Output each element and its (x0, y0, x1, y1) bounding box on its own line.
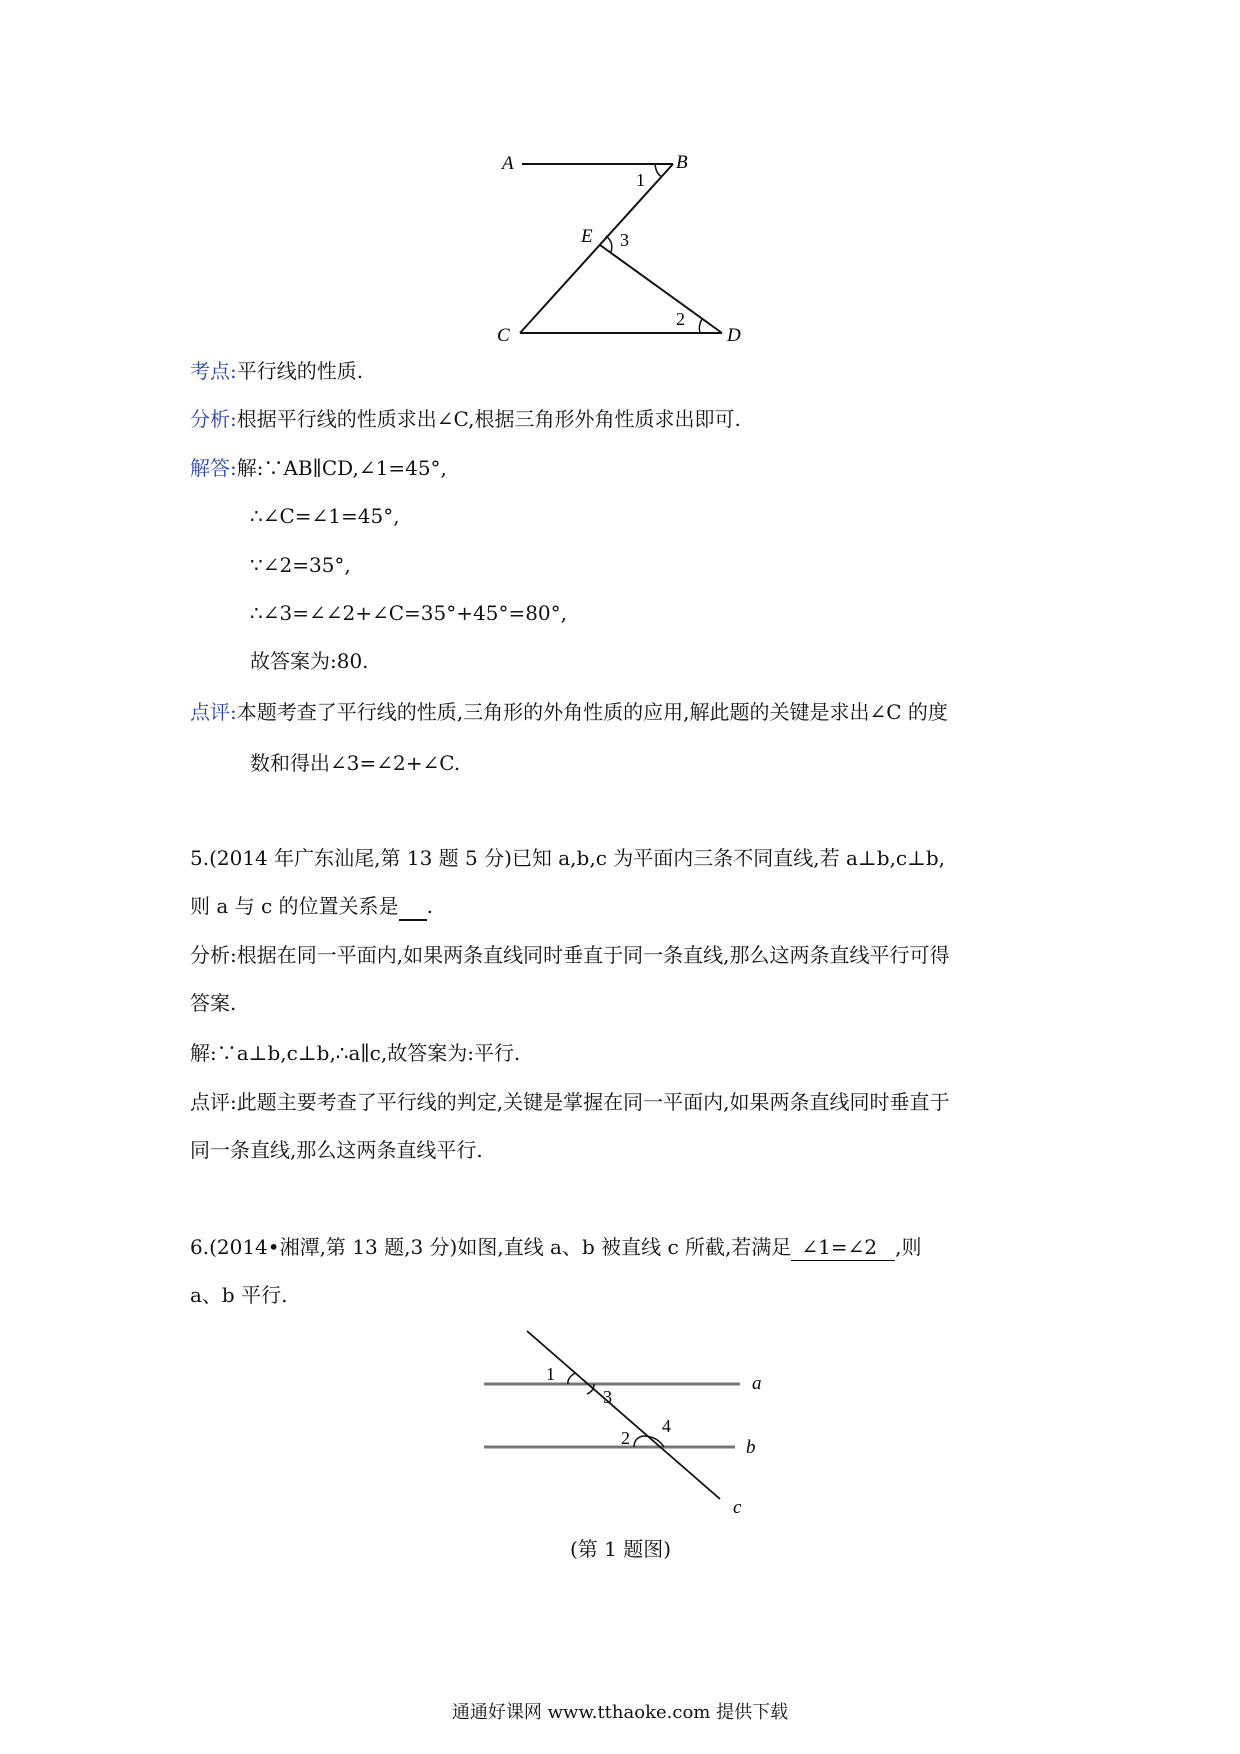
jieda-line (190, 455, 447, 481)
q6-stem-line-2: a、b 平行. (190, 1283, 288, 1307)
label-b: B (676, 152, 688, 173)
dianping-line-1: 本题考查了平行线的性质,三角形的外角性质的应用,解此题的关键是求出∠C 的度 (236, 700, 948, 724)
q6-stem-line-1 (190, 1234, 922, 1261)
q5-stem-line-2 (190, 893, 433, 921)
fenxi-line (190, 406, 741, 432)
q6-stem-end: ,则 (895, 1235, 922, 1259)
figure-caption: (第 1 题图) (570, 1537, 672, 1561)
segment-bc (520, 164, 673, 333)
angle-label-2: 2 (676, 309, 685, 329)
angle-label-3: 3 (620, 230, 629, 250)
label-c: C (497, 325, 510, 346)
figure-transversal (470, 1315, 790, 1515)
q5-stem-text: 则 a 与 c 的位置关系是 (190, 894, 399, 918)
angle-arc-1 (655, 164, 662, 177)
jieda-line-3: ∵∠2=35°, (250, 553, 351, 577)
q5-fenxi-line-2: 答案. (190, 991, 237, 1015)
label-line-b: b (746, 1437, 756, 1458)
kaodian-line (190, 358, 363, 384)
q5-answer-blank (399, 893, 427, 921)
fenxi-text: 根据平行线的性质求出∠C,根据三角形外角性质求出即可. (236, 407, 741, 431)
page-footer: 通通好课网 www.tthaoke.com 提供下载 (451, 1702, 789, 1723)
jieda-line-2: ∴∠C=∠1=45°, (250, 504, 400, 528)
dianping-tag: 点评: (190, 700, 237, 724)
dianping-line (190, 699, 948, 725)
q5-stem-end: . (426, 894, 433, 918)
q5-dianping-line-1: 点评:此题主要考查了平行线的判定,关键是掌握在同一平面内,如果两条直线同时垂直于 (190, 1090, 950, 1114)
q5-stem-line-1: 5.(2014 年广东汕尾,第 13 题 5 分)已知 a,b,c 为平面内三条不同直线,若 a⊥b,c⊥b, (190, 846, 946, 870)
figure-parallel-lines-triangle (490, 140, 760, 350)
angle-label-1: 1 (546, 1364, 555, 1384)
angle-label-3: 3 (603, 1387, 612, 1407)
jieda-line-5: 故答案为:80. (250, 649, 369, 673)
label-e: E (581, 226, 593, 247)
jieda-tag: 解答: (190, 456, 237, 480)
jieda-line-1: 解:∵AB∥CD,∠1=45°, (236, 456, 447, 480)
jieda-line-4: ∴∠3=∠∠2+∠C=35°+45°=80°, (250, 601, 568, 625)
q5-fenxi-line-1: 分析:根据在同一平面内,如果两条直线同时垂直于同一条直线,那么这两条直线平行可得 (190, 943, 950, 967)
label-line-a: a (752, 1373, 762, 1394)
label-d: D (727, 325, 741, 346)
angle-arc-1 (568, 1373, 575, 1384)
fenxi-tag: 分析: (190, 407, 237, 431)
q6-stem-text: 6.(2014•湘潭,第 13 题,3 分)如图,直线 a、b 被直线 c 所截,若满足 (190, 1235, 792, 1259)
label-line-c: c (733, 1497, 742, 1515)
q6-answer: ∠1=∠2 (791, 1234, 895, 1261)
angle-label-2: 2 (621, 1428, 630, 1448)
kaodian-tag: 考点: (190, 359, 237, 383)
segment-ed (600, 245, 722, 333)
angle-arc-2 (699, 319, 702, 333)
kaodian-text: 平行线的性质. (236, 359, 364, 383)
q5-dianping-line-2: 同一条直线,那么这两条直线平行. (190, 1138, 483, 1162)
angle-arc-2 (634, 1436, 643, 1447)
dianping-line-2: 数和得出∠3=∠2+∠C. (250, 751, 461, 775)
angle-label-4: 4 (662, 1416, 671, 1436)
line-c (527, 1331, 720, 1499)
label-a: A (502, 153, 514, 174)
q5-solution: 解:∵a⊥b,c⊥b,∴a∥c,故答案为:平行. (190, 1041, 521, 1065)
angle-label-1: 1 (636, 170, 645, 190)
